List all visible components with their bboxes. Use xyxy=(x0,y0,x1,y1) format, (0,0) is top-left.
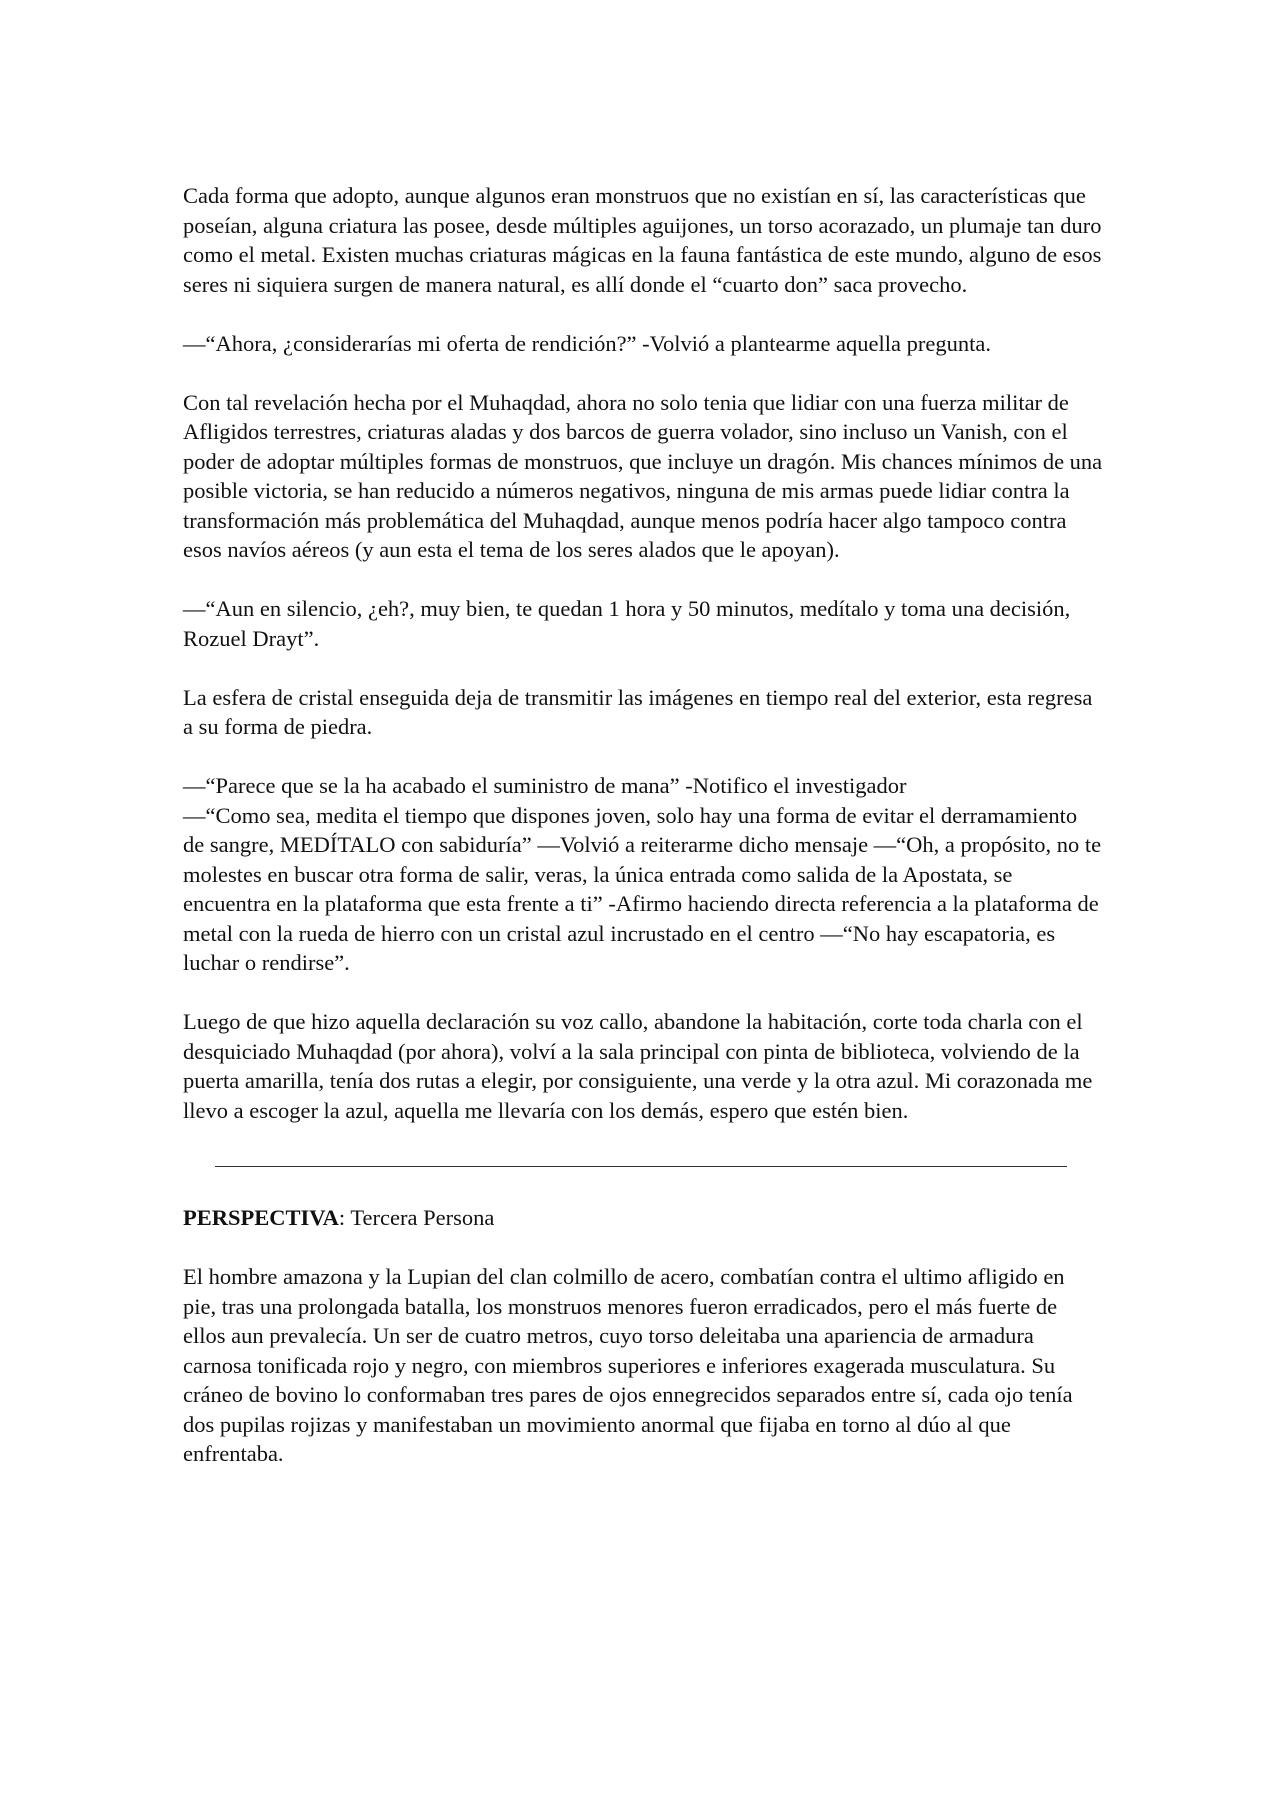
document-page xyxy=(183,181,1103,1469)
section-divider xyxy=(215,1166,1067,1167)
section-heading-label: PERSPECTIVA xyxy=(183,1205,339,1230)
dialogue-paragraph: —“Como sea, medita el tiempo que dispones joven, solo hay una forma de evitar el derramamiento de sangre, MEDÍTALO con sabiduría” —Volvió a reiterarme dicho mensaje —“Oh, a propósito, no te molestes en buscar otra forma de salir, veras, la única entrada como salida de la Apostata, se encuentra en la plataforma que esta frente a ti” -Afirmo haciendo directa referencia a la plataforma de metal con la rueda de hierro con un cristal azul incrustado en el centro —“No hay escapatoria, es luchar o rendirse”. xyxy=(183,802,1102,975)
dialogue-paragraph: —“Aun en silencio, ¿eh?, muy bien, te quedan 1 hora y 50 minutos, medítalo y toma una decisión, Rozuel Drayt”. xyxy=(183,596,1071,651)
paragraph: La esfera de cristal enseguida deja de transmitir las imágenes en tiempo real del exterior, esta regresa a su forma de piedra. xyxy=(183,684,1093,739)
paragraph: Cada forma que adopto, aunque algunos eran monstruos que no existían en sí, las características que poseían, alguna criatura las posee, desde múltiples aguijones, un torso acorazado, un plumaje tan duro como el metal. Existen muchas criaturas mágicas en la fauna fantástica de este mundo, alguno de esos seres ni siquiera surgen de manera natural, es allí donde el “cuarto don” saca provecho. xyxy=(183,183,1102,297)
section-heading-value: Tercera Persona xyxy=(350,1205,495,1230)
dialogue-paragraph: —“Parece que se la ha acabado el suministro de mana” -Notifico el investigador xyxy=(183,773,907,798)
section-heading xyxy=(183,1203,1103,1233)
paragraph: Con tal revelación hecha por el Muhaqdad, ahora no solo tenia que lidiar con una fuerza militar de Afligidos terrestres, criaturas aladas y dos barcos de guerra volador, sino incluso un Vanish, con el poder de adoptar múltiples formas de monstruos, que incluye un dragón. Mis chances mínimos de una posible victoria, se han reducido a números negativos, ninguna de mis armas puede lidiar contra la transformación más problemática del Muhaqdad, aunque menos podría hacer algo tampoco contra esos navíos aéreos (y aun esta el tema de los seres alados que le apoyan). xyxy=(183,389,1103,562)
dialogue-paragraph: —“Ahora, ¿considerarías mi oferta de rendición?” -Volvió a plantearme aquella pregunta. xyxy=(183,330,991,356)
section-heading-separator: : xyxy=(338,1205,351,1230)
paragraph: El hombre amazona y la Lupian del clan colmillo de acero, combatían contra el ultimo afligido en pie, tras una prolongada batalla, los monstruos menores fueron erradicados, pero el más fuerte de ellos aun prevalecía. Un ser de cuatro metros, cuyo torso deleitaba una apariencia de armadura carnosa tonificada rojo y negro, con miembros superiores e inferiores exagerada musculatura. Su cráneo de bovino lo conformaban tres pares de ojos ennegrecidos separados entre sí, cada ojo tenía dos pupilas rojizas y manifestaban un movimiento anormal que fijaba en torno al dúo al que enfrentaba. xyxy=(183,1264,1073,1466)
paragraph: Luego de que hizo aquella declaración su voz callo, abandone la habitación, corte toda charla con el desquiciado Muhaqdad (por ahora), volví a la sala principal con pinta de biblioteca, volviendo de la puerta amarilla, tenía dos rutas a elegir, por consiguiente, una verde y la otra azul. Mi corazonada me llevo a escoger la azul, aquella me llevaría con los demás, espero que estén bien. xyxy=(183,1009,1093,1123)
